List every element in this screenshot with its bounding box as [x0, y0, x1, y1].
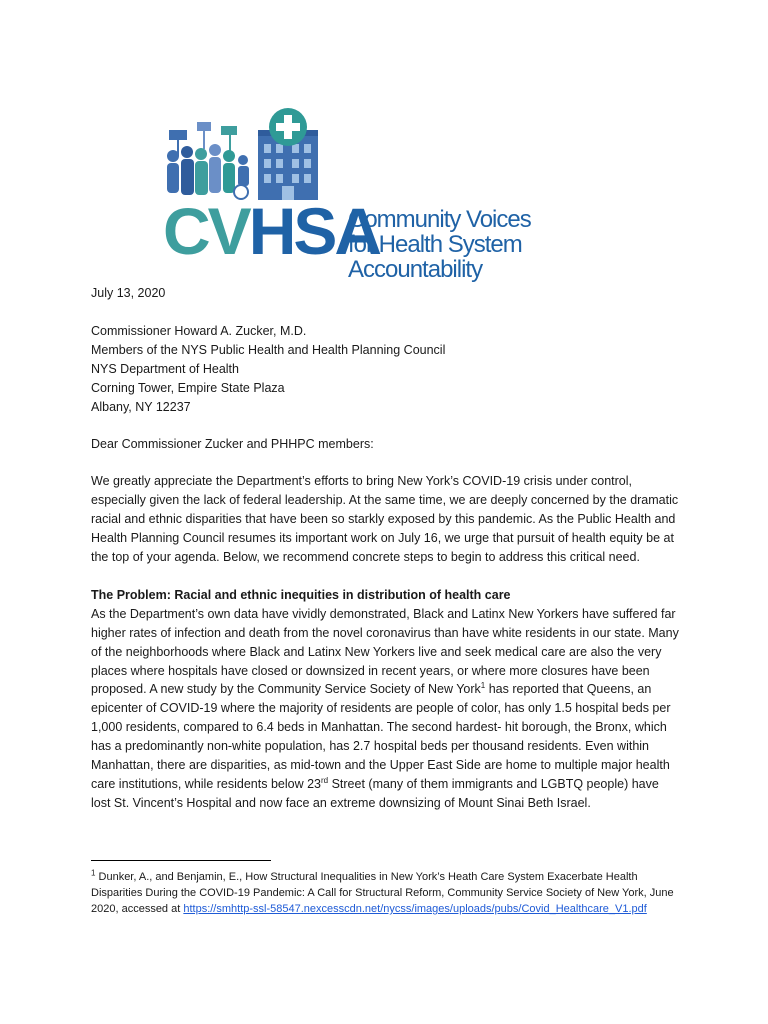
people-crowd-icon — [167, 122, 249, 199]
cvhsa-logo-graphic — [163, 100, 613, 200]
footnote-number: 1 — [91, 868, 96, 878]
paragraph-problem-part1: As the Department’s own data have vividly demonstrated, Black and Latinx New Yorkers have suffered far higher rates of infection and death from the novel coronavirus than have white residents in our state. Many of the neighborhoods where Black and Latinx New Yorkers live and seek medical care are also the very places where hospitals have closed or downsized in recent years, or where more closures have been proposed. A new study by the Community Service Society of New York — [91, 606, 679, 697]
paragraph-problem — [91, 605, 681, 813]
logo-name-line1: Community Voices — [348, 206, 531, 233]
footnote-reference[interactable]: 1 — [480, 681, 486, 691]
salutation: Dear Commissioner Zucker and PHHPC members: — [91, 437, 374, 452]
recipient-address — [91, 322, 681, 417]
address-line: Corning Tower, Empire State Plaza — [91, 380, 285, 395]
footnote-text: Dunker, A., and Benjamin, E., How Structural Inequalities in New York’s Heath Care System Exacerbate Health Disparities During the COVID-19 Pandemic: A Call for Structural Reform, Community Service Society of New York, June 2020, accessed at — [91, 871, 674, 915]
address-line: NYS Department of Health — [91, 361, 239, 376]
logo-name-line2: for Health System Accountability — [348, 231, 522, 283]
letter-date: July 13, 2020 — [91, 286, 166, 300]
hospital-building-icon — [258, 108, 318, 200]
cvhsa-logo — [163, 100, 613, 283]
footnote-link[interactable]: https://smhttp-ssl-58547.nexcesscdn.net/nycss/images/uploads/pubs/Covid_Healthcare_V1.pdf — [183, 903, 647, 915]
paragraph-problem-part2: has reported that Queens, an epicenter of COVID-19 where the majority of residents are people of color, has only 1.5 hospital beds per 1,000 residents, compared to 6.4 beds in Manhattan. The second hardest- hit borough, the Bronx, which has a predominantly non-white population, has 2.7 hospital beds per thousand residents. Even within Manhattan, there are disparities, as mid-town and the Upper East Side are home to multiple major health care institutions, while residents below 23 — [91, 682, 671, 791]
ordinal-suffix: rd — [320, 775, 329, 785]
paragraph-intro: We greatly appreciate the Department’s efforts to bring New York’s COVID-19 crisis under control, especially given the lack of federal leadership. At the same time, we are deeply concerned by the dramatic racial and ethnic disparities that have been so starkly exposed by this pandemic. As the Public Health and Health Planning Council resumes its important work on July 16, we urge that pursuit of health equity be at the top of your agenda. Below, we recommend concrete steps to begin to address this critical need. — [91, 474, 679, 564]
address-line: Members of the NYS Public Health and Health Planning Council — [91, 342, 446, 357]
paragraph-problem-part3: Street (many of them immigrants and LGBTQ people) have lost St. Vincent’s Hospital and now face an extreme downsizing of Mount Sinai Beth Israel. — [91, 776, 659, 810]
logo-abbr-hsa: HSA — [248, 194, 380, 268]
logo-abbr-cv: CV — [163, 194, 249, 268]
logo-abbreviation — [163, 196, 379, 266]
logo-organization-name — [348, 207, 613, 282]
footnote-divider — [91, 860, 271, 861]
section-heading: The Problem: Racial and ethnic inequities in distribution of health care — [91, 587, 511, 602]
address-line: Albany, NY 12237 — [91, 399, 191, 414]
footnote — [91, 869, 681, 917]
address-line: Commissioner Howard A. Zucker, M.D. — [91, 323, 307, 338]
letter-body — [91, 284, 681, 813]
